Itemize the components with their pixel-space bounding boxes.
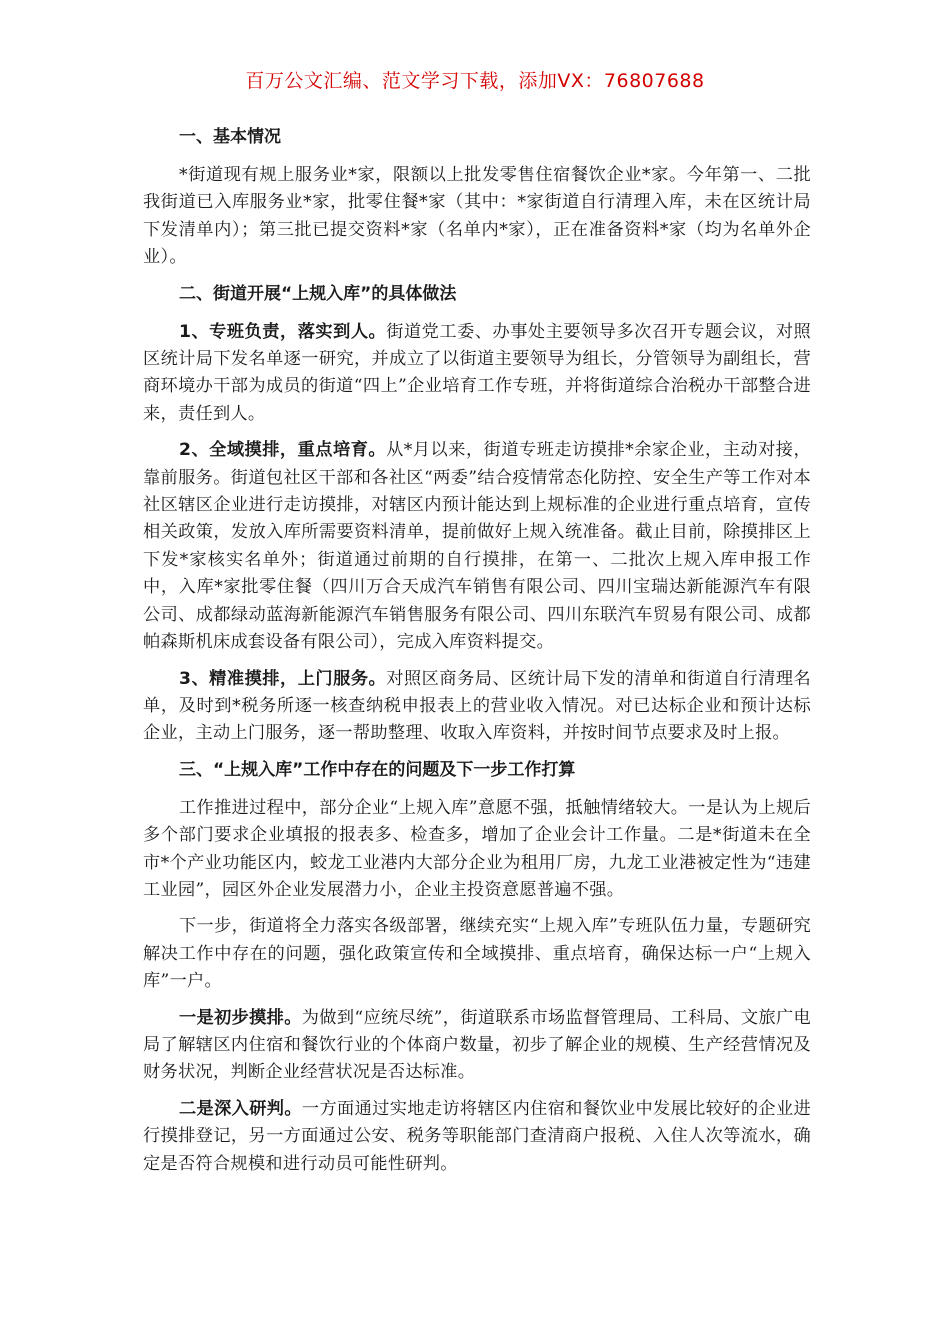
paragraph-body: 从*月以来，街道专班走访摸排*余家企业，主动对接，靠前服务。街道包社区干部和各社区“两委”结合疫情常态化防控、安全生产等工作对本社区辖区企业进行走访摸排，对辖区内预计能达到上规标准的企业进行重点培育，宣传相关政策，发放入库所需要资料清单，提前做好上规入统准备。截止目前，除摸排区上下发*家核实名单外；街道通过前期的自行摸排，在第一、二批次上规入库申报工作中，入库*家批零住餐（四川万合天成汽车销售有限公司、四川宝瑞达新能源汽车有限公司、成都绿动蓝海新能源汽车销售服务有限公司、四川东联汽车贸易有限公司、成都帕森斯机床成套设备有限公司），完成入库资料提交。 — [143, 440, 811, 653]
paragraph: 工作推进过程中，部分企业“上规入库”意愿不强，抵触情绪较大。一是认为上规后多个部门要求企业填报的报表多、检查多，增加了企业会计工作量。二是*街道未在全市*个产业功能区内，蛟龙工业港内大部分企业为租用厂房，九龙工业港被定性为“违建工业园”，园区外企业发展潜力小，企业主投资意愿普遍不强。 — [143, 797, 811, 900]
paragraph — [143, 437, 811, 656]
paragraph-body: 街道党工委、办事处主要领导多次召开专题会议，对照区统计局下发名单逐一研究，并成立了以街道主要领导为组长，分管领导为副组长，营商环境办干部为成员的街道“四上”企业培育工作专班，并将街道综合治税办干部整合进来，责任到人。 — [143, 321, 812, 424]
paragraph — [143, 1005, 811, 1087]
paragraph: *街道现有规上服务业*家，限额以上批发零售住宿餐饮企业*家。今年第一、二批我街道已入库服务业*家，批零住餐*家（其中：*家街道自行清理入库，未在区统计局下发清单内）；第三批已提交资料*家（名单内*家），正在准备资料*家（均为名单外企业）。 — [143, 165, 811, 268]
paragraph — [143, 666, 811, 748]
paragraph: 下一步，街道将全力落实各级部署，继续充实“上规入库”专班队伍力量，专题研究解决工作中存在的问题，强化政策宣传和全域摸排、重点培育，确保达标一户“上规入库”一户。 — [143, 916, 811, 992]
paragraph-body: 为做到“应统尽统”，街道联系市场监督管理局、工科局、文旅广电局了解辖区内住宿和餐饮行业的个体商户数量，初步了解企业的规模、生产经营情况及财务状况，判断企业经营状况是否达标准。 — [143, 1007, 812, 1083]
watermark-banner: 百万公文汇编、范文学习下载，添加VX：76807688 — [245, 70, 705, 92]
paragraph — [143, 1096, 811, 1178]
section-heading-basic: 一、基本情况 — [179, 127, 281, 147]
section-heading-practices: 二、街道开展“上规入库”的具体做法 — [179, 283, 457, 304]
paragraph-body: 一方面通过实地走访将辖区内住宿和餐饮业中发展比较好的企业进行摸排登记，另一方面通过公安、税务等职能部门查清商户报税、入住人次等流水，确定是否符合规模和进行动员可能性研判。 — [143, 1098, 811, 1174]
document-body — [143, 124, 811, 1187]
paragraph-lead: 3、精准摸排，上门服务。 — [179, 668, 387, 689]
paragraph — [143, 319, 811, 429]
paragraph-body: 对照区商务局、区统计局下发的清单和街道自行清理名单，及时到*税务所逐一核查纳税申报表上的营业收入情况。对已达标企业和预计达标企业，主动上门服务，逐一帮助整理、收取入库资料，并按时间节点要求及时上报。 — [143, 668, 812, 744]
paragraph-lead: 一是初步摸排。 — [179, 1007, 302, 1028]
section-heading-problems: 三、“上规入库”工作中存在的问题及下一步工作打算 — [179, 759, 576, 780]
paragraph-lead: 二是深入研判。 — [179, 1098, 302, 1119]
paragraph-lead: 2、全域摸排，重点培育。 — [179, 440, 387, 461]
paragraph-lead: 1、专班负责，落实到人。 — [179, 321, 387, 342]
